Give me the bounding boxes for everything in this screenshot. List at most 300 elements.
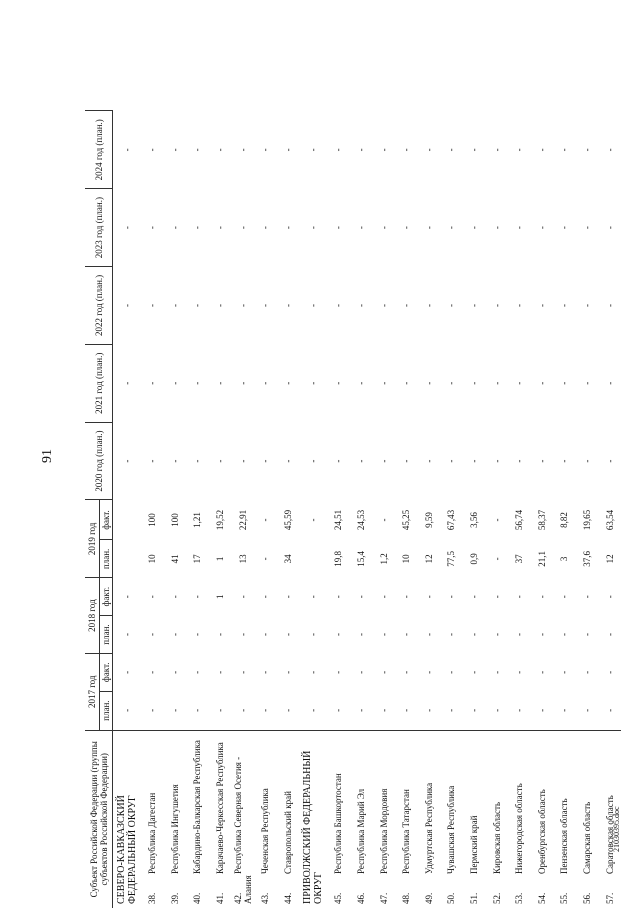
subject-name: Нижегородская область — [514, 783, 525, 874]
value-cell: - — [192, 595, 203, 599]
value-cell: - — [378, 226, 389, 230]
value-cell: - — [122, 303, 132, 307]
value-cell: - — [491, 381, 502, 385]
row-number: 40. — [192, 892, 203, 904]
value-cell: 1,21 — [192, 512, 203, 528]
value-cell: - — [356, 633, 367, 637]
value-cell: - — [215, 633, 226, 637]
value-cell: 12 — [604, 554, 615, 564]
value-cell: - — [491, 518, 502, 522]
value-cell: - — [308, 633, 319, 637]
value-cell: - — [423, 148, 434, 152]
value-cell: - — [356, 459, 367, 463]
value-cell: - — [378, 148, 389, 152]
plan-2020-header: 2020 год (план.) — [85, 422, 113, 500]
value-cell: 100 — [147, 513, 158, 527]
subject-name: Самарская область — [581, 801, 592, 874]
value-cell: - — [333, 670, 344, 674]
value-cell: 12 — [423, 554, 434, 564]
value-cell: 1 — [215, 556, 226, 562]
row-number: 43. — [260, 892, 271, 904]
value-cell: 19,52 — [215, 509, 226, 531]
value-cell: - — [169, 381, 180, 385]
row-number: 42. — [232, 892, 243, 904]
value-cell: - — [282, 303, 293, 307]
value-cell: - — [423, 303, 434, 307]
value-cell: 58,37 — [536, 509, 547, 531]
table-row — [186, 33, 209, 908]
value-cell: - — [423, 226, 434, 230]
value-cell: 8,82 — [559, 512, 570, 528]
value-cell: - — [604, 226, 615, 230]
value-cell: - — [237, 633, 248, 637]
value-cell: 45,59 — [282, 509, 293, 531]
value-cell: - — [423, 633, 434, 637]
value-cell: - — [423, 595, 434, 599]
sub-header-plan: план. — [100, 691, 113, 730]
subject-name-cell — [485, 730, 508, 908]
value-cell: - — [333, 148, 344, 152]
value-cell: - — [356, 303, 367, 307]
page-number: 91 — [40, 449, 55, 463]
value-cell: - — [308, 670, 319, 674]
value-cell: - — [333, 708, 344, 712]
subject-name: Чеченская Республика — [260, 788, 271, 874]
table-row — [277, 33, 300, 908]
value-cell: - — [604, 148, 615, 152]
row-number: 38. — [147, 892, 158, 904]
value-cell: - — [356, 595, 367, 599]
value-cell: - — [169, 670, 180, 674]
value-cell: 67,43 — [446, 509, 457, 531]
row-number: 50. — [446, 892, 457, 904]
value-cell: 17 — [192, 554, 203, 564]
row-number: 54. — [536, 892, 547, 904]
table-row — [418, 33, 441, 908]
value-cell: - — [122, 633, 132, 637]
value-cell: - — [514, 381, 525, 385]
value-cell: - — [122, 595, 132, 599]
value-cell: - — [282, 381, 293, 385]
value-cell: - — [378, 459, 389, 463]
value-cell: - — [514, 226, 525, 230]
value-cell — [299, 540, 327, 578]
sub-header-plan: план. — [100, 616, 113, 654]
value-cell: - — [536, 226, 547, 230]
value-cell: 19,65 — [581, 509, 592, 531]
subject-name-cell — [141, 730, 164, 908]
subject-name-cell — [440, 730, 463, 908]
table-row — [598, 33, 621, 908]
value-cell: - — [446, 708, 457, 712]
sub-header-fact: факт. — [100, 653, 113, 691]
value-cell: - — [356, 708, 367, 712]
value-cell: - — [559, 670, 570, 674]
value-cell: - — [446, 633, 457, 637]
value-cell: - — [237, 670, 248, 674]
value-cell: - — [581, 633, 592, 637]
row-number: 41. — [215, 892, 226, 904]
year-2017-header: 2017 год — [85, 653, 100, 730]
value-cell: - — [581, 708, 592, 712]
value-cell: - — [378, 633, 389, 637]
subject-name-cell — [531, 730, 554, 908]
value-cell: - — [536, 595, 547, 599]
value-cell: - — [559, 148, 570, 152]
value-cell: - — [333, 633, 344, 637]
row-number: 48. — [401, 892, 412, 904]
value-cell: 0,9 — [469, 553, 480, 565]
table-row — [164, 33, 187, 908]
value-cell: - — [192, 633, 203, 637]
value-cell: - — [423, 670, 434, 674]
value-cell: - — [147, 595, 158, 599]
value-cell — [113, 540, 142, 578]
subject-name-cell — [372, 730, 395, 908]
value-cell: - — [469, 303, 480, 307]
value-cell: - — [378, 381, 389, 385]
value-cell: - — [536, 670, 547, 674]
value-cell: - — [559, 381, 570, 385]
value-cell: 41 — [169, 554, 180, 564]
sub-header-plan: план. — [100, 540, 113, 578]
value-cell: - — [604, 459, 615, 463]
sub-header-fact: факт. — [100, 578, 113, 616]
value-cell: - — [308, 708, 319, 712]
value-cell: - — [604, 633, 615, 637]
value-cell: - — [215, 226, 226, 230]
value-cell: - — [147, 633, 158, 637]
value-cell: - — [604, 708, 615, 712]
subject-name-cell — [327, 730, 350, 908]
value-cell: - — [333, 226, 344, 230]
value-cell: 100 — [169, 513, 180, 527]
value-cell: - — [308, 518, 319, 522]
table-row — [209, 33, 232, 908]
subject-name: Республика Татарстан — [401, 789, 412, 874]
value-cell: 21,1 — [536, 551, 547, 567]
value-cell: 56,74 — [514, 509, 525, 531]
value-cell: - — [122, 670, 132, 674]
value-cell: - — [260, 708, 271, 712]
subject-name: Карачаево-Черкесская Республика — [215, 742, 226, 874]
value-cell: 10 — [401, 554, 412, 564]
row-number: 45. — [333, 892, 344, 904]
value-cell: - — [446, 303, 457, 307]
row-number: 51. — [469, 892, 480, 904]
table-row — [508, 33, 531, 908]
value-cell: - — [604, 670, 615, 674]
table-row — [141, 33, 164, 908]
plan-2022-header: 2022 год (план.) — [85, 267, 113, 345]
value-cell: - — [308, 381, 319, 385]
value-cell: - — [260, 459, 271, 463]
value-cell: 3 — [559, 556, 570, 562]
value-cell: - — [333, 595, 344, 599]
table-row — [485, 33, 508, 908]
value-cell: - — [192, 381, 203, 385]
federal-district-row — [299, 33, 327, 908]
value-cell: - — [491, 557, 502, 561]
value-cell: - — [169, 303, 180, 307]
value-cell: - — [401, 708, 412, 712]
value-cell: - — [122, 226, 132, 230]
value-cell: 13 — [237, 554, 248, 564]
value-cell: - — [491, 459, 502, 463]
value-cell: - — [514, 459, 525, 463]
value-cell: 37,6 — [581, 551, 592, 567]
value-cell: - — [378, 595, 389, 599]
value-cell: - — [147, 226, 158, 230]
subject-name-cell — [553, 730, 576, 908]
value-cell: - — [215, 708, 226, 712]
table-row — [395, 33, 418, 908]
row-number: 57. — [604, 892, 615, 904]
row-number: 47. — [378, 892, 389, 904]
row-number: 44. — [282, 892, 293, 904]
value-cell: - — [356, 226, 367, 230]
row-number: 39. — [169, 892, 180, 904]
value-cell: - — [169, 226, 180, 230]
value-cell: - — [282, 148, 293, 152]
subject-name: Республика Северная Осетия - Алания — [232, 756, 253, 904]
value-cell: - — [147, 381, 158, 385]
value-cell: - — [514, 633, 525, 637]
value-cell: - — [559, 459, 570, 463]
value-cell: - — [333, 303, 344, 307]
value-cell: - — [378, 303, 389, 307]
plan-2021-header: 2021 год (план.) — [85, 344, 113, 422]
value-cell: - — [536, 633, 547, 637]
value-cell: - — [581, 670, 592, 674]
value-cell: - — [491, 670, 502, 674]
subject-name-cell — [231, 730, 254, 908]
subject-name-cell — [186, 730, 209, 908]
value-cell: - — [122, 459, 132, 463]
row-number: 56. — [581, 892, 592, 904]
value-cell: 24,53 — [356, 509, 367, 531]
value-cell: - — [401, 595, 412, 599]
value-cell: - — [401, 670, 412, 674]
value-cell: - — [491, 226, 502, 230]
value-cell: - — [581, 381, 592, 385]
value-cell: - — [237, 148, 248, 152]
value-cell: - — [378, 518, 389, 522]
value-cell: - — [581, 459, 592, 463]
value-cell: - — [260, 595, 271, 599]
subject-name-cell — [113, 730, 142, 908]
value-cell: - — [333, 459, 344, 463]
subject-name-cell — [350, 730, 373, 908]
value-cell: - — [401, 303, 412, 307]
subject-name: Пермский край — [469, 815, 480, 874]
value-cell — [113, 500, 142, 540]
value-cell: - — [147, 148, 158, 152]
subject-name: ПРИВОЛЖСКИЙ ФЕДЕРАЛЬНЫЙ ОКРУГ — [302, 750, 325, 904]
value-cell: - — [122, 708, 132, 712]
subject-name-cell — [463, 730, 486, 908]
value-cell: - — [308, 303, 319, 307]
value-cell: - — [514, 303, 525, 307]
value-cell: - — [192, 303, 203, 307]
value-cell: - — [308, 226, 319, 230]
table-row — [553, 33, 576, 908]
value-cell: 34 — [282, 554, 293, 564]
file-name-footer: 21030395.doc — [612, 806, 621, 852]
value-cell: - — [491, 303, 502, 307]
value-cell: - — [469, 633, 480, 637]
rotated-table-sheet — [85, 33, 615, 908]
value-cell: - — [604, 381, 615, 385]
subject-name: Республика Ингушетия — [169, 784, 180, 874]
subject-name: Республика Дагестан — [147, 792, 158, 874]
value-cell: 37 — [514, 554, 525, 564]
year-2019-header: 2019 год — [85, 500, 100, 578]
value-cell: - — [147, 459, 158, 463]
row-number: 46. — [356, 892, 367, 904]
subject-name: Республика Марий Эл — [356, 788, 367, 874]
value-cell: - — [169, 595, 180, 599]
value-cell: - — [260, 633, 271, 637]
value-cell: 1,2 — [378, 553, 389, 565]
subject-name: Оренбургская область — [536, 789, 547, 874]
federal-district-row — [113, 33, 142, 908]
value-cell: - — [446, 148, 457, 152]
subject-name-cell — [418, 730, 441, 908]
value-cell: - — [401, 148, 412, 152]
value-cell: - — [282, 595, 293, 599]
value-cell: - — [536, 708, 547, 712]
value-cell: - — [282, 459, 293, 463]
value-cell: - — [308, 148, 319, 152]
value-cell: - — [282, 633, 293, 637]
subject-name: Саратовская область — [604, 795, 615, 874]
value-cell: - — [282, 226, 293, 230]
value-cell: - — [282, 670, 293, 674]
value-cell: - — [192, 459, 203, 463]
subject-name-cell — [598, 730, 621, 908]
value-cell: - — [333, 381, 344, 385]
value-cell: - — [260, 557, 271, 561]
value-cell: - — [378, 708, 389, 712]
value-cell: - — [491, 708, 502, 712]
value-cell: - — [514, 670, 525, 674]
value-cell: 10 — [147, 554, 158, 564]
value-cell: - — [237, 381, 248, 385]
plan-2024-header: 2024 год (план.) — [85, 111, 113, 189]
subject-name: Кировская область — [491, 801, 502, 874]
subject-name: Пензенская область — [559, 798, 570, 874]
value-cell: - — [514, 148, 525, 152]
value-cell: - — [469, 381, 480, 385]
value-cell: - — [282, 708, 293, 712]
value-cell: - — [536, 459, 547, 463]
value-cell: - — [192, 226, 203, 230]
value-cell: - — [446, 595, 457, 599]
value-cell: - — [260, 381, 271, 385]
value-cell: - — [122, 381, 132, 385]
value-cell: - — [401, 633, 412, 637]
value-cell: - — [237, 459, 248, 463]
value-cell: - — [446, 381, 457, 385]
value-cell: - — [401, 381, 412, 385]
table-body — [113, 33, 621, 908]
value-cell: - — [446, 670, 457, 674]
value-cell: - — [260, 303, 271, 307]
value-cell: - — [423, 459, 434, 463]
subject-name: Ставропольский край — [282, 791, 293, 874]
subject-name: Удмуртская Республика — [423, 782, 434, 874]
value-cell: - — [237, 595, 248, 599]
value-cell: - — [169, 148, 180, 152]
value-cell: 9,59 — [423, 512, 434, 528]
value-cell: - — [215, 303, 226, 307]
value-cell: - — [536, 148, 547, 152]
table-row — [463, 33, 486, 908]
sub-header-fact: факт. — [100, 500, 113, 540]
subject-name: Чувашская Республика — [446, 785, 457, 874]
subject-name-cell — [395, 730, 418, 908]
value-cell: - — [401, 459, 412, 463]
value-cell: - — [559, 595, 570, 599]
table-row — [531, 33, 554, 908]
subject-name: Кабардино-Балкарская Республика — [192, 740, 203, 874]
value-cell: - — [514, 708, 525, 712]
value-cell: 77,5 — [446, 551, 457, 567]
value-cell: - — [581, 148, 592, 152]
value-cell: 24,51 — [333, 509, 344, 531]
value-cell: 15,4 — [356, 551, 367, 567]
value-cell: - — [581, 303, 592, 307]
value-cell: - — [169, 708, 180, 712]
value-cell: - — [237, 303, 248, 307]
value-cell: - — [559, 633, 570, 637]
table-row — [231, 33, 254, 908]
value-cell: - — [192, 148, 203, 152]
row-number: 52. — [491, 892, 502, 904]
value-cell: - — [356, 670, 367, 674]
data-table — [85, 33, 621, 908]
value-cell: - — [308, 459, 319, 463]
value-cell: - — [378, 670, 389, 674]
value-cell: 63,54 — [604, 509, 615, 531]
value-cell: - — [423, 381, 434, 385]
value-cell: - — [491, 633, 502, 637]
value-cell: - — [469, 459, 480, 463]
value-cell: - — [260, 226, 271, 230]
value-cell: - — [536, 381, 547, 385]
value-cell: - — [169, 633, 180, 637]
value-cell: - — [514, 595, 525, 599]
value-cell: - — [446, 459, 457, 463]
subject-name-cell — [277, 730, 300, 908]
row-number: 49. — [423, 892, 434, 904]
value-cell: - — [215, 459, 226, 463]
value-cell: - — [260, 670, 271, 674]
subject-name: Республика Башкортостан — [333, 773, 344, 874]
value-cell: - — [604, 303, 615, 307]
value-cell: - — [469, 595, 480, 599]
value-cell: - — [147, 670, 158, 674]
value-cell: - — [237, 226, 248, 230]
value-cell: - — [581, 226, 592, 230]
subject-name-cell — [164, 730, 187, 908]
value-cell: - — [215, 670, 226, 674]
value-cell: - — [469, 226, 480, 230]
value-cell: - — [169, 459, 180, 463]
table-row — [327, 33, 350, 908]
value-cell: - — [147, 303, 158, 307]
